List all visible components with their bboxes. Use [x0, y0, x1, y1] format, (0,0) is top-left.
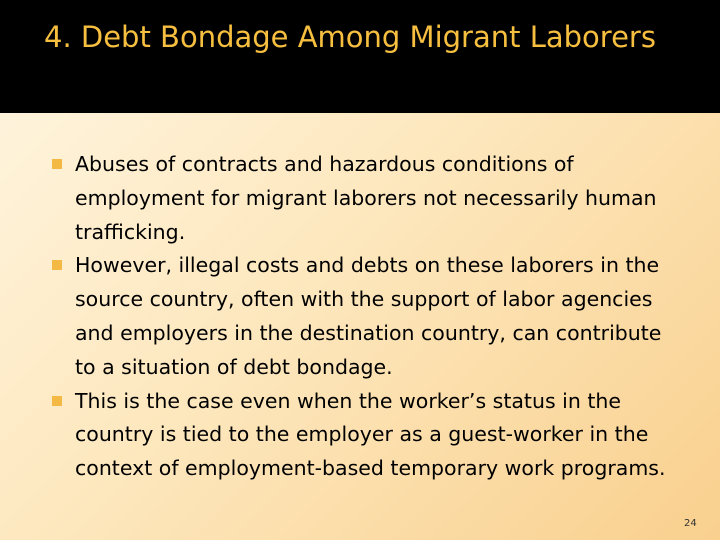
bullet-square-icon [52, 396, 62, 406]
title-bar [0, 0, 720, 113]
bullet-item [52, 385, 672, 486]
bullet-item [52, 249, 672, 384]
page-number: 24 [684, 518, 697, 529]
bullet-square-icon [52, 159, 62, 169]
bullet-text: This is the case even when the worker’s status in the country is tied to the employer as a guest-worker in the context of employment-based temporary work programs. [75, 388, 666, 481]
slide-title: 4. Debt Bondage Among Migrant Laborers [44, 20, 656, 54]
bullet-text: However, illegal costs and debts on these laborers in the source country, often with the support of labor agencies and employers in the destination country, can contribute to a situation of debt bondage. [75, 253, 662, 379]
bullet-list [52, 148, 672, 486]
bullet-item [52, 148, 672, 249]
bullet-square-icon [52, 260, 62, 270]
bullet-text: Abuses of contracts and hazardous conditions of employment for migrant laborers not necessarily human trafficking. [75, 152, 657, 244]
